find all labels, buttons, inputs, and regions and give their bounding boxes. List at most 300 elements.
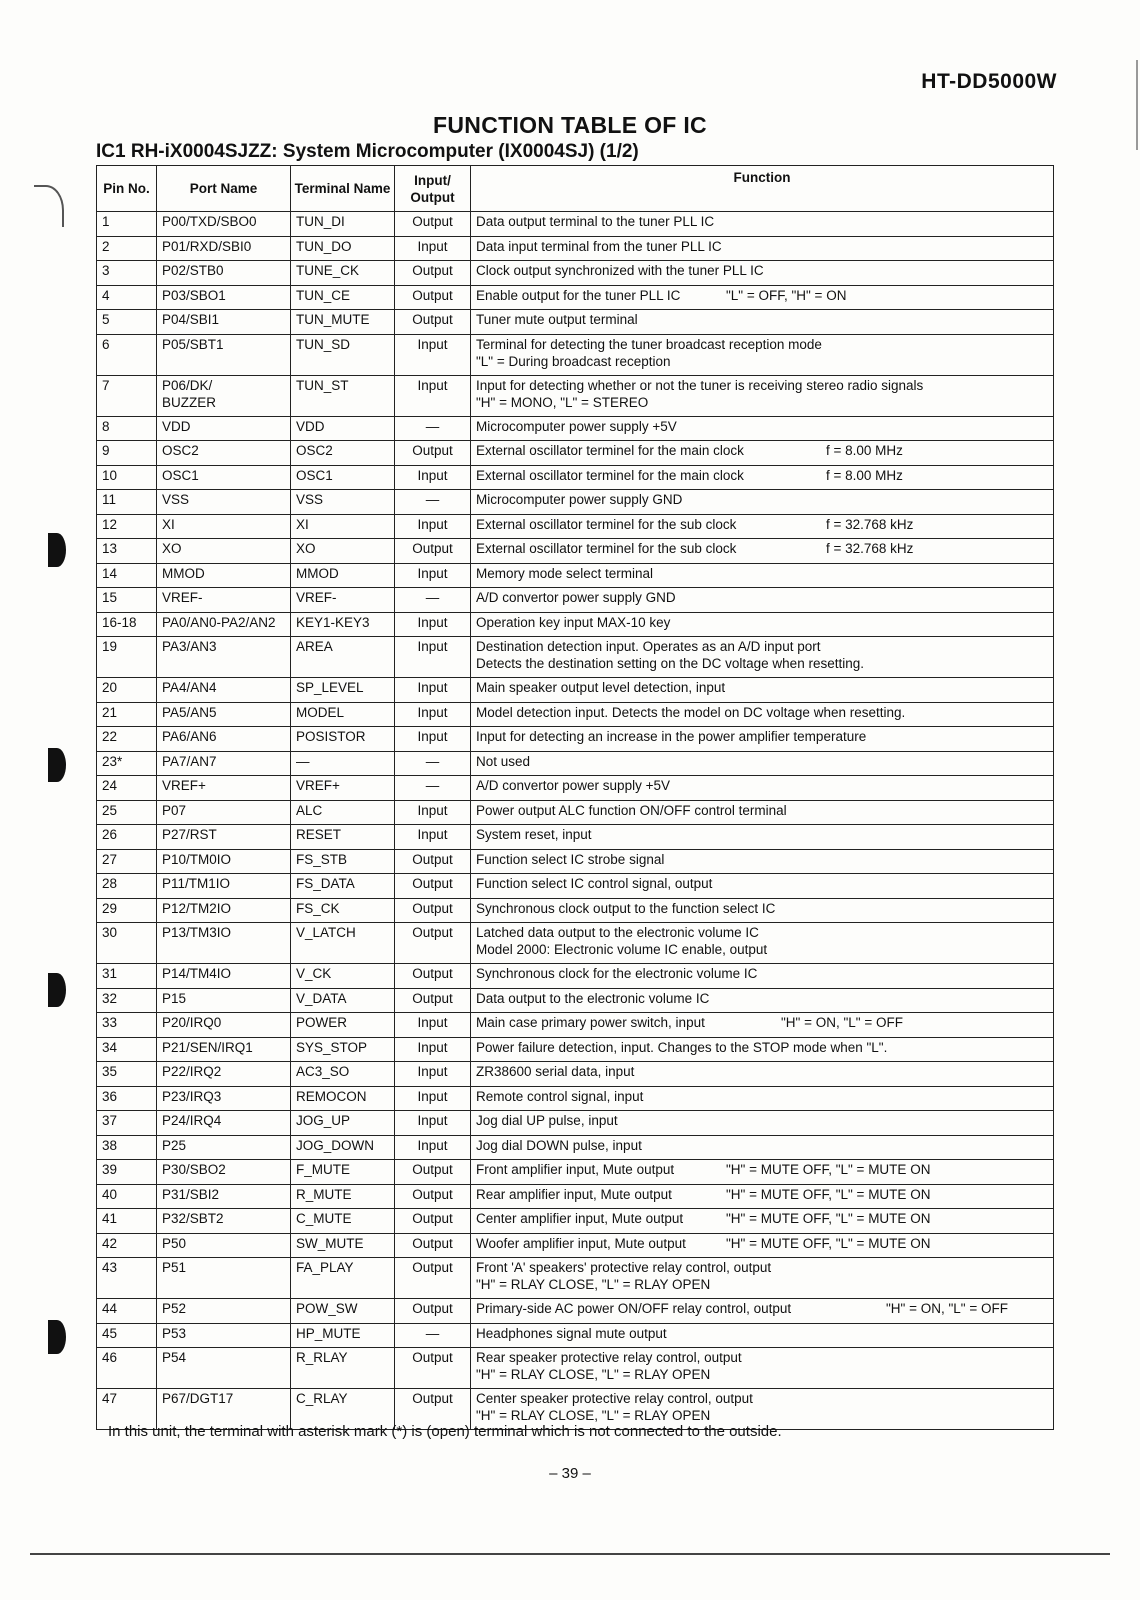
io-cell: Output [395, 1258, 471, 1299]
col-header-io: Input/ Output [395, 166, 471, 212]
pin-cell: 40 [97, 1184, 157, 1209]
function-desc: Data output terminal to the tuner PLL IC [476, 214, 715, 229]
function-text [476, 516, 1048, 533]
table-row [97, 1160, 1054, 1185]
function-text [476, 875, 1048, 892]
table-row [97, 212, 1054, 237]
port-cell [157, 539, 291, 564]
table-row [97, 563, 1054, 588]
table-row [97, 612, 1054, 637]
function-text-line2: "H" = MONO, "L" = STEREO [476, 394, 649, 410]
table-row [97, 514, 1054, 539]
table-row [97, 776, 1054, 801]
terminal-cell: VSS [291, 490, 395, 515]
port-cell [157, 588, 291, 613]
pin-cell: 8 [97, 416, 157, 441]
pin-cell: 41 [97, 1209, 157, 1234]
terminal-cell: FS_DATA [291, 874, 395, 899]
function-desc: Power output ALC function ON/OFF control terminal [476, 802, 787, 818]
io-cell: Input [395, 678, 471, 703]
function-desc: Rear speaker protective relay control, output [476, 1350, 742, 1365]
binder-hole-mark [48, 533, 66, 567]
function-desc: Function select IC control signal, output [476, 876, 713, 891]
function-cell [471, 334, 1054, 375]
function-text [476, 262, 1048, 279]
table-row [97, 1348, 1054, 1389]
port-cell [157, 1184, 291, 1209]
function-cell [471, 988, 1054, 1013]
io-cell: Input [395, 825, 471, 850]
function-desc: Main case primary power switch, input [476, 1015, 705, 1030]
port-name: VREF- [162, 590, 203, 605]
terminal-cell: OSC1 [291, 465, 395, 490]
function-cell [471, 310, 1054, 335]
pin-cell: 33 [97, 1013, 157, 1038]
function-text [476, 990, 1048, 1007]
pin-cell: 34 [97, 1037, 157, 1062]
terminal-cell: AREA [291, 637, 395, 678]
terminal-cell: HP_MUTE [291, 1323, 395, 1348]
pin-cell: 35 [97, 1062, 157, 1087]
terminal-cell: SW_MUTE [291, 1233, 395, 1258]
io-cell: Output [395, 1233, 471, 1258]
function-cell [471, 1233, 1054, 1258]
function-cell [471, 1013, 1054, 1038]
function-text [476, 1300, 1048, 1317]
pin-cell: 3 [97, 261, 157, 286]
binder-hole-mark [48, 748, 66, 782]
function-note: "H" = MUTE OFF, "L" = MUTE ON [726, 1235, 931, 1251]
port-name: VSS [162, 492, 190, 507]
function-desc: Operation key input MAX-10 key [476, 614, 671, 630]
table-row [97, 1184, 1054, 1209]
function-desc: Woofer amplifier input, Mute output [476, 1235, 686, 1251]
port-cell [157, 1135, 291, 1160]
function-desc: Primary-side AC power ON/OFF relay control, output [476, 1301, 792, 1316]
function-cell [471, 678, 1054, 703]
table-row [97, 1111, 1054, 1136]
io-cell: Input [395, 702, 471, 727]
port-cell [157, 1348, 291, 1389]
terminal-cell: C_RLAY [291, 1389, 395, 1430]
io-cell: — [395, 490, 471, 515]
pin-cell: 31 [97, 964, 157, 989]
footnote: In this unit, the terminal with asterisk mark (*) is (open) terminal which is not connected to the outside. [108, 1423, 782, 1440]
terminal-cell: TUN_SD [291, 334, 395, 375]
function-text [476, 638, 1048, 655]
function-cell [471, 514, 1054, 539]
function-text [476, 1063, 1048, 1080]
pin-cell: 39 [97, 1160, 157, 1185]
pin-cell: 4 [97, 285, 157, 310]
function-text [476, 1014, 1048, 1031]
io-cell: — [395, 1323, 471, 1348]
io-cell: Input [395, 637, 471, 678]
terminal-cell: XI [291, 514, 395, 539]
function-desc: Main speaker output level detection, input [476, 680, 726, 695]
pin-cell: 11 [97, 490, 157, 515]
pin-cell: 28 [97, 874, 157, 899]
port-name-line2: BUZZER [162, 394, 216, 410]
function-note: f = 32.768 kHz [826, 516, 914, 532]
port-name: P11/TM1IO [162, 876, 231, 891]
col-header-terminal: Terminal Name [291, 166, 395, 212]
pin-cell: 25 [97, 800, 157, 825]
function-cell [471, 1184, 1054, 1209]
terminal-cell: POWER [291, 1013, 395, 1038]
terminal-cell: SP_LEVEL [291, 678, 395, 703]
io-cell: Input [395, 334, 471, 375]
port-name: P27/RST [162, 827, 217, 842]
function-cell [471, 612, 1054, 637]
function-text-line2: "H" = RLAY CLOSE, "L" = RLAY OPEN [476, 1367, 711, 1382]
binding-arc-mark [34, 185, 64, 227]
port-cell [157, 490, 291, 515]
port-cell [157, 1062, 291, 1087]
function-text [476, 1235, 1048, 1252]
function-desc: Center amplifier input, Mute output [476, 1211, 684, 1226]
function-text-line2: "H" = RLAY CLOSE, "L" = RLAY OPEN [476, 1408, 711, 1423]
port-cell [157, 898, 291, 923]
terminal-cell: VREF+ [291, 776, 395, 801]
pin-cell: 44 [97, 1299, 157, 1324]
terminal-cell: OSC2 [291, 441, 395, 466]
function-desc: Synchronous clock output to the function select IC [476, 900, 776, 916]
port-cell [157, 441, 291, 466]
port-cell [157, 1086, 291, 1111]
table-row [97, 678, 1054, 703]
port-name: P14/TM4IO [162, 966, 232, 981]
io-cell: Output [395, 1184, 471, 1209]
table-row [97, 898, 1054, 923]
function-desc: Not used [476, 753, 531, 769]
io-cell: Input [395, 1086, 471, 1111]
table-row [97, 923, 1054, 964]
function-note: "H" = MUTE OFF, "L" = MUTE ON [726, 1186, 931, 1202]
port-cell [157, 1013, 291, 1038]
port-cell [157, 923, 291, 964]
pin-cell: 20 [97, 678, 157, 703]
port-cell [157, 849, 291, 874]
table-row [97, 1135, 1054, 1160]
pin-cell: 23* [97, 751, 157, 776]
io-cell: Input [395, 800, 471, 825]
function-note: f = 8.00 MHz [826, 467, 903, 483]
io-cell: Input [395, 1135, 471, 1160]
table-row [97, 988, 1054, 1013]
function-cell [471, 212, 1054, 237]
pin-cell: 26 [97, 825, 157, 850]
pin-cell: 42 [97, 1233, 157, 1258]
port-cell [157, 375, 291, 416]
table-row [97, 1258, 1054, 1299]
table-row [97, 849, 1054, 874]
terminal-cell: RESET [291, 825, 395, 850]
function-desc: A/D convertor power supply +5V [476, 778, 670, 793]
terminal-cell: C_MUTE [291, 1209, 395, 1234]
function-text [476, 540, 1048, 557]
function-cell [471, 1086, 1054, 1111]
io-cell: Output [395, 261, 471, 286]
port-name: P01/RXD/SBI0 [162, 238, 252, 254]
function-desc: Enable output for the tuner PLL IC [476, 287, 681, 303]
pin-cell: 7 [97, 375, 157, 416]
function-cell [471, 261, 1054, 286]
port-name: XO [162, 541, 182, 556]
function-cell [471, 375, 1054, 416]
function-text [476, 1325, 1048, 1342]
function-text-line2: Model 2000: Electronic volume IC enable, output [476, 942, 768, 957]
table-row [97, 539, 1054, 564]
io-cell: Input [395, 1037, 471, 1062]
port-name: P20/IRQ0 [162, 1015, 222, 1030]
port-cell [157, 1258, 291, 1299]
io-cell: Input [395, 514, 471, 539]
function-cell [471, 1323, 1054, 1348]
pin-cell: 16-18 [97, 612, 157, 637]
table-row [97, 588, 1054, 613]
function-text [476, 704, 1048, 721]
port-name: PA3/AN3 [162, 639, 217, 654]
port-cell [157, 776, 291, 801]
function-cell [471, 702, 1054, 727]
function-text [476, 1112, 1048, 1129]
page-edge-mark [1136, 60, 1138, 150]
pin-cell: 30 [97, 923, 157, 964]
function-desc: ZR38600 serial data, input [476, 1064, 635, 1079]
terminal-cell: R_MUTE [291, 1184, 395, 1209]
io-cell: — [395, 416, 471, 441]
pin-cell: 15 [97, 588, 157, 613]
io-cell: — [395, 776, 471, 801]
port-name: P06/DK/ [162, 377, 213, 393]
port-name: MMOD [162, 565, 205, 581]
port-cell [157, 637, 291, 678]
port-name: VREF+ [162, 778, 206, 793]
port-cell [157, 1111, 291, 1136]
terminal-cell: KEY1-KEY3 [291, 612, 395, 637]
function-desc: Data input terminal from the tuner PLL IC [476, 238, 722, 254]
table-row [97, 874, 1054, 899]
io-cell: Output [395, 988, 471, 1013]
port-name: PA7/AN7 [162, 753, 217, 769]
col-header-port: Port Name [157, 166, 291, 212]
port-cell [157, 702, 291, 727]
pin-cell: 38 [97, 1135, 157, 1160]
port-cell [157, 612, 291, 637]
function-desc: Synchronous clock for the electronic volume IC [476, 966, 758, 981]
function-text-line2: Detects the destination setting on the DC voltage when resetting. [476, 656, 864, 671]
port-cell [157, 1160, 291, 1185]
function-cell [471, 1258, 1054, 1299]
terminal-cell: SYS_STOP [291, 1037, 395, 1062]
pin-cell: 36 [97, 1086, 157, 1111]
io-cell: Output [395, 923, 471, 964]
table-row [97, 1062, 1054, 1087]
port-name: PA5/AN5 [162, 704, 217, 720]
table-row [97, 310, 1054, 335]
function-text [476, 418, 1048, 435]
pin-cell: 27 [97, 849, 157, 874]
function-cell [471, 539, 1054, 564]
terminal-cell: V_CK [291, 964, 395, 989]
function-text [476, 851, 1048, 868]
function-text [476, 924, 1048, 941]
port-name: P12/TM2IO [162, 900, 232, 916]
port-name: VDD [162, 418, 191, 434]
function-cell [471, 874, 1054, 899]
port-cell [157, 465, 291, 490]
function-desc: Terminal for detecting the tuner broadcast reception mode [476, 336, 822, 352]
terminal-cell: V_LATCH [291, 923, 395, 964]
io-cell: Input [395, 727, 471, 752]
table-row [97, 375, 1054, 416]
io-cell: Input [395, 1111, 471, 1136]
port-name: P24/IRQ4 [162, 1113, 222, 1128]
function-text [476, 238, 1048, 255]
terminal-cell: MODEL [291, 702, 395, 727]
port-name: P25 [162, 1137, 187, 1153]
table-row [97, 800, 1054, 825]
pin-cell: 9 [97, 441, 157, 466]
bottom-rule [30, 1553, 1110, 1555]
pin-cell: 14 [97, 563, 157, 588]
function-desc: Tuner mute output terminal [476, 312, 638, 327]
port-cell [157, 1299, 291, 1324]
port-name: PA0/AN0-PA2/AN2 [162, 614, 276, 630]
pin-cell: 22 [97, 727, 157, 752]
col-header-function: Function [471, 166, 1054, 212]
io-cell: Input [395, 563, 471, 588]
io-cell: Output [395, 1389, 471, 1430]
io-cell: Output [395, 1160, 471, 1185]
function-cell [471, 1160, 1054, 1185]
port-cell [157, 825, 291, 850]
port-name: P21/SEN/IRQ1 [162, 1039, 253, 1055]
function-desc: Front 'A' speakers' protective relay control, output [476, 1260, 772, 1275]
function-text [476, 287, 1048, 304]
pin-cell: 19 [97, 637, 157, 678]
port-cell [157, 1233, 291, 1258]
function-desc: External oscillator terminel for the main clock [476, 443, 744, 458]
function-text [476, 900, 1048, 917]
port-name: P23/IRQ3 [162, 1088, 222, 1104]
terminal-cell: TUNE_CK [291, 261, 395, 286]
function-cell [471, 465, 1054, 490]
terminal-cell: F_MUTE [291, 1160, 395, 1185]
port-name: P30/SBO2 [162, 1162, 226, 1177]
io-cell: Output [395, 1209, 471, 1234]
function-text [476, 728, 1048, 745]
port-name: XI [162, 516, 175, 532]
port-cell [157, 514, 291, 539]
terminal-cell: TUN_DO [291, 236, 395, 261]
function-note: f = 8.00 MHz [826, 443, 903, 458]
io-cell: Output [395, 1348, 471, 1389]
ic-subtitle: IC1 RH-iX0004SJZZ: System Microcomputer (IX0004SJ) (1/2) [96, 141, 639, 162]
terminal-cell: REMOCON [291, 1086, 395, 1111]
table-row [97, 1086, 1054, 1111]
table-row [97, 1013, 1054, 1038]
terminal-cell: AC3_SO [291, 1062, 395, 1087]
io-cell: Input [395, 465, 471, 490]
pin-cell: 12 [97, 514, 157, 539]
io-cell: Output [395, 212, 471, 237]
pin-cell: 5 [97, 310, 157, 335]
function-cell [471, 964, 1054, 989]
port-cell [157, 751, 291, 776]
port-name: P02/STB0 [162, 263, 224, 278]
terminal-cell: POSISTOR [291, 727, 395, 752]
terminal-cell: FS_CK [291, 898, 395, 923]
port-name: P22/IRQ2 [162, 1064, 222, 1079]
function-text [476, 589, 1048, 606]
port-name: P67/DGT17 [162, 1391, 234, 1406]
pin-cell: 45 [97, 1323, 157, 1348]
function-desc: Remote control signal, input [476, 1088, 644, 1104]
io-cell: Output [395, 874, 471, 899]
function-text [476, 467, 1048, 484]
function-text [476, 377, 1048, 394]
port-cell [157, 310, 291, 335]
function-text [476, 311, 1048, 328]
terminal-cell: VREF- [291, 588, 395, 613]
function-text [476, 753, 1048, 770]
function-cell [471, 1135, 1054, 1160]
port-cell [157, 236, 291, 261]
function-cell [471, 588, 1054, 613]
function-text [476, 1210, 1048, 1227]
function-cell [471, 285, 1054, 310]
function-cell [471, 727, 1054, 752]
function-text [476, 1161, 1048, 1178]
port-cell [157, 874, 291, 899]
table-row [97, 236, 1054, 261]
function-cell [471, 898, 1054, 923]
port-name: P50 [162, 1235, 187, 1251]
function-text [476, 213, 1048, 230]
function-cell [471, 1348, 1054, 1389]
port-name: P31/SBI2 [162, 1186, 220, 1202]
pin-cell: 47 [97, 1389, 157, 1430]
io-cell: Input [395, 236, 471, 261]
function-text [476, 826, 1048, 843]
table-row [97, 441, 1054, 466]
table-row [97, 490, 1054, 515]
table-row [97, 261, 1054, 286]
pin-cell: 46 [97, 1348, 157, 1389]
pin-cell: 10 [97, 465, 157, 490]
function-desc: Jog dial UP pulse, input [476, 1113, 618, 1128]
function-text [476, 336, 1048, 353]
function-desc: A/D convertor power supply GND [476, 590, 676, 605]
function-text [476, 1088, 1048, 1105]
pin-cell: 24 [97, 776, 157, 801]
port-name: P54 [162, 1350, 187, 1365]
page-number: – 39 – [549, 1465, 591, 1482]
port-name: P32/SBT2 [162, 1211, 224, 1226]
port-name: P15 [162, 990, 187, 1006]
terminal-cell: JOG_UP [291, 1111, 395, 1136]
function-desc: Microcomputer power supply GND [476, 492, 683, 507]
io-cell: Input [395, 375, 471, 416]
port-cell [157, 416, 291, 441]
function-desc: External oscillator terminel for the sub clock [476, 541, 737, 556]
function-text-line2: "H" = RLAY CLOSE, "L" = RLAY OPEN [476, 1277, 711, 1292]
table-row [97, 465, 1054, 490]
function-table [96, 165, 1054, 1430]
function-cell [471, 1111, 1054, 1136]
